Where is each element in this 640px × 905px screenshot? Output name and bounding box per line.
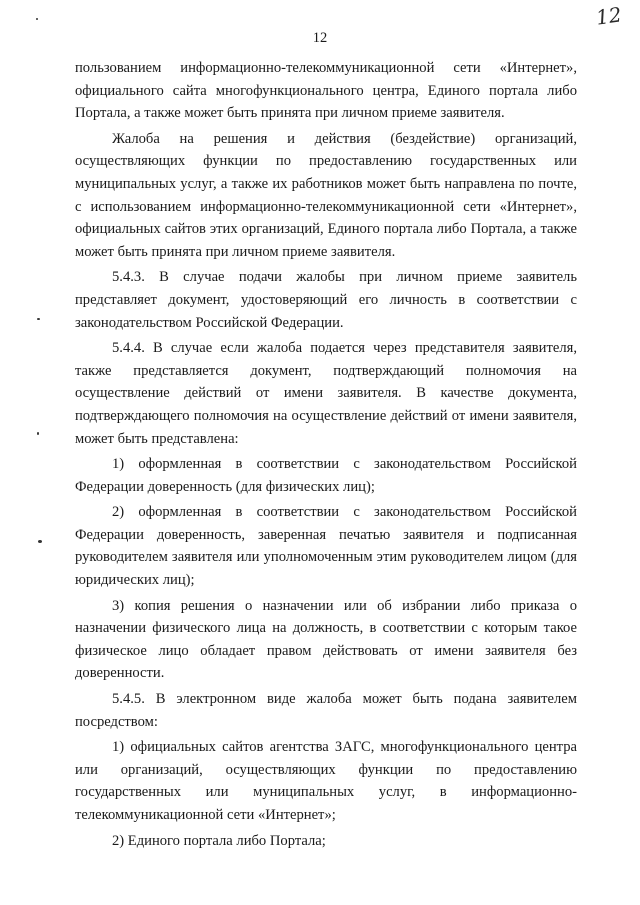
list-item: 1) официальных сайтов агентства ЗАГС, многофункционального центра или организаций, осуществляющих функции по предоставлению государственных или муниципальных услуг, в информационно-телекоммуникационной сети «Интернет»; (75, 739, 577, 823)
scan-speck (37, 432, 39, 435)
list-item: 2) оформленная в соответствии с законодательством Российской Федерации доверенность, заверенная печатью заявителя и подписанная руководителем заявителя или уполномоченным этим руководителем лицом (для юридических лиц); (75, 504, 577, 589)
paragraph: пользованием информационно-телекоммуникационной сети «Интернет», официального сайта многофункционального центра, Единого портала либо Портала, а также может быть принята при личном приеме заявителя. (75, 60, 577, 122)
paragraph: 5.4.3. В случае подачи жалобы при личном приеме заявитель представляет документ, удостоверяющий его личность в соответствии с законодательством Российской Федерации. (75, 269, 577, 331)
list-item: 3) копия решения о назначении или об избрании либо приказа о назначении физического лица на должность, в соответствии с которым такое физическое лицо обладает правом действовать от имени заявителя без доверенности. (75, 597, 577, 682)
scan-speck (37, 318, 40, 320)
handwritten-page-number: 12 (594, 2, 623, 30)
paragraph: Жалоба на решения и действия (бездействие) организаций, осуществляющих функции по предоставлению государственных или муниципальных услуг, а также их работников может быть направлена по почте, с использованием информационно-телекоммуникационной сети «Интернет», официальных сайтов этих организаций, Единого портала либо Портала, а также может быть принята при личном приеме заявителя. (75, 130, 577, 260)
page-number: 12 (312, 30, 328, 46)
paragraph: 5.4.4. В случае если жалоба подается через представителя заявителя, также представляется документ, подтверждающий полномочия на осуществление действий от имени заявителя. В качестве документа, подтверждающего полномочия на осуществление действий от имени заявителя, может быть представлена: (75, 340, 577, 447)
scan-speck (38, 540, 42, 543)
document-body (75, 57, 577, 852)
paragraph: 5.4.5. В электронном виде жалоба может быть подана заявителем посредством: (75, 691, 577, 730)
list-item: 2) Единого портала либо Портала; (112, 832, 326, 849)
list-item: 1) оформленная в соответствии с законодательством Российской Федерации доверенность (для физических лиц); (75, 456, 577, 495)
scan-speck (36, 18, 38, 20)
